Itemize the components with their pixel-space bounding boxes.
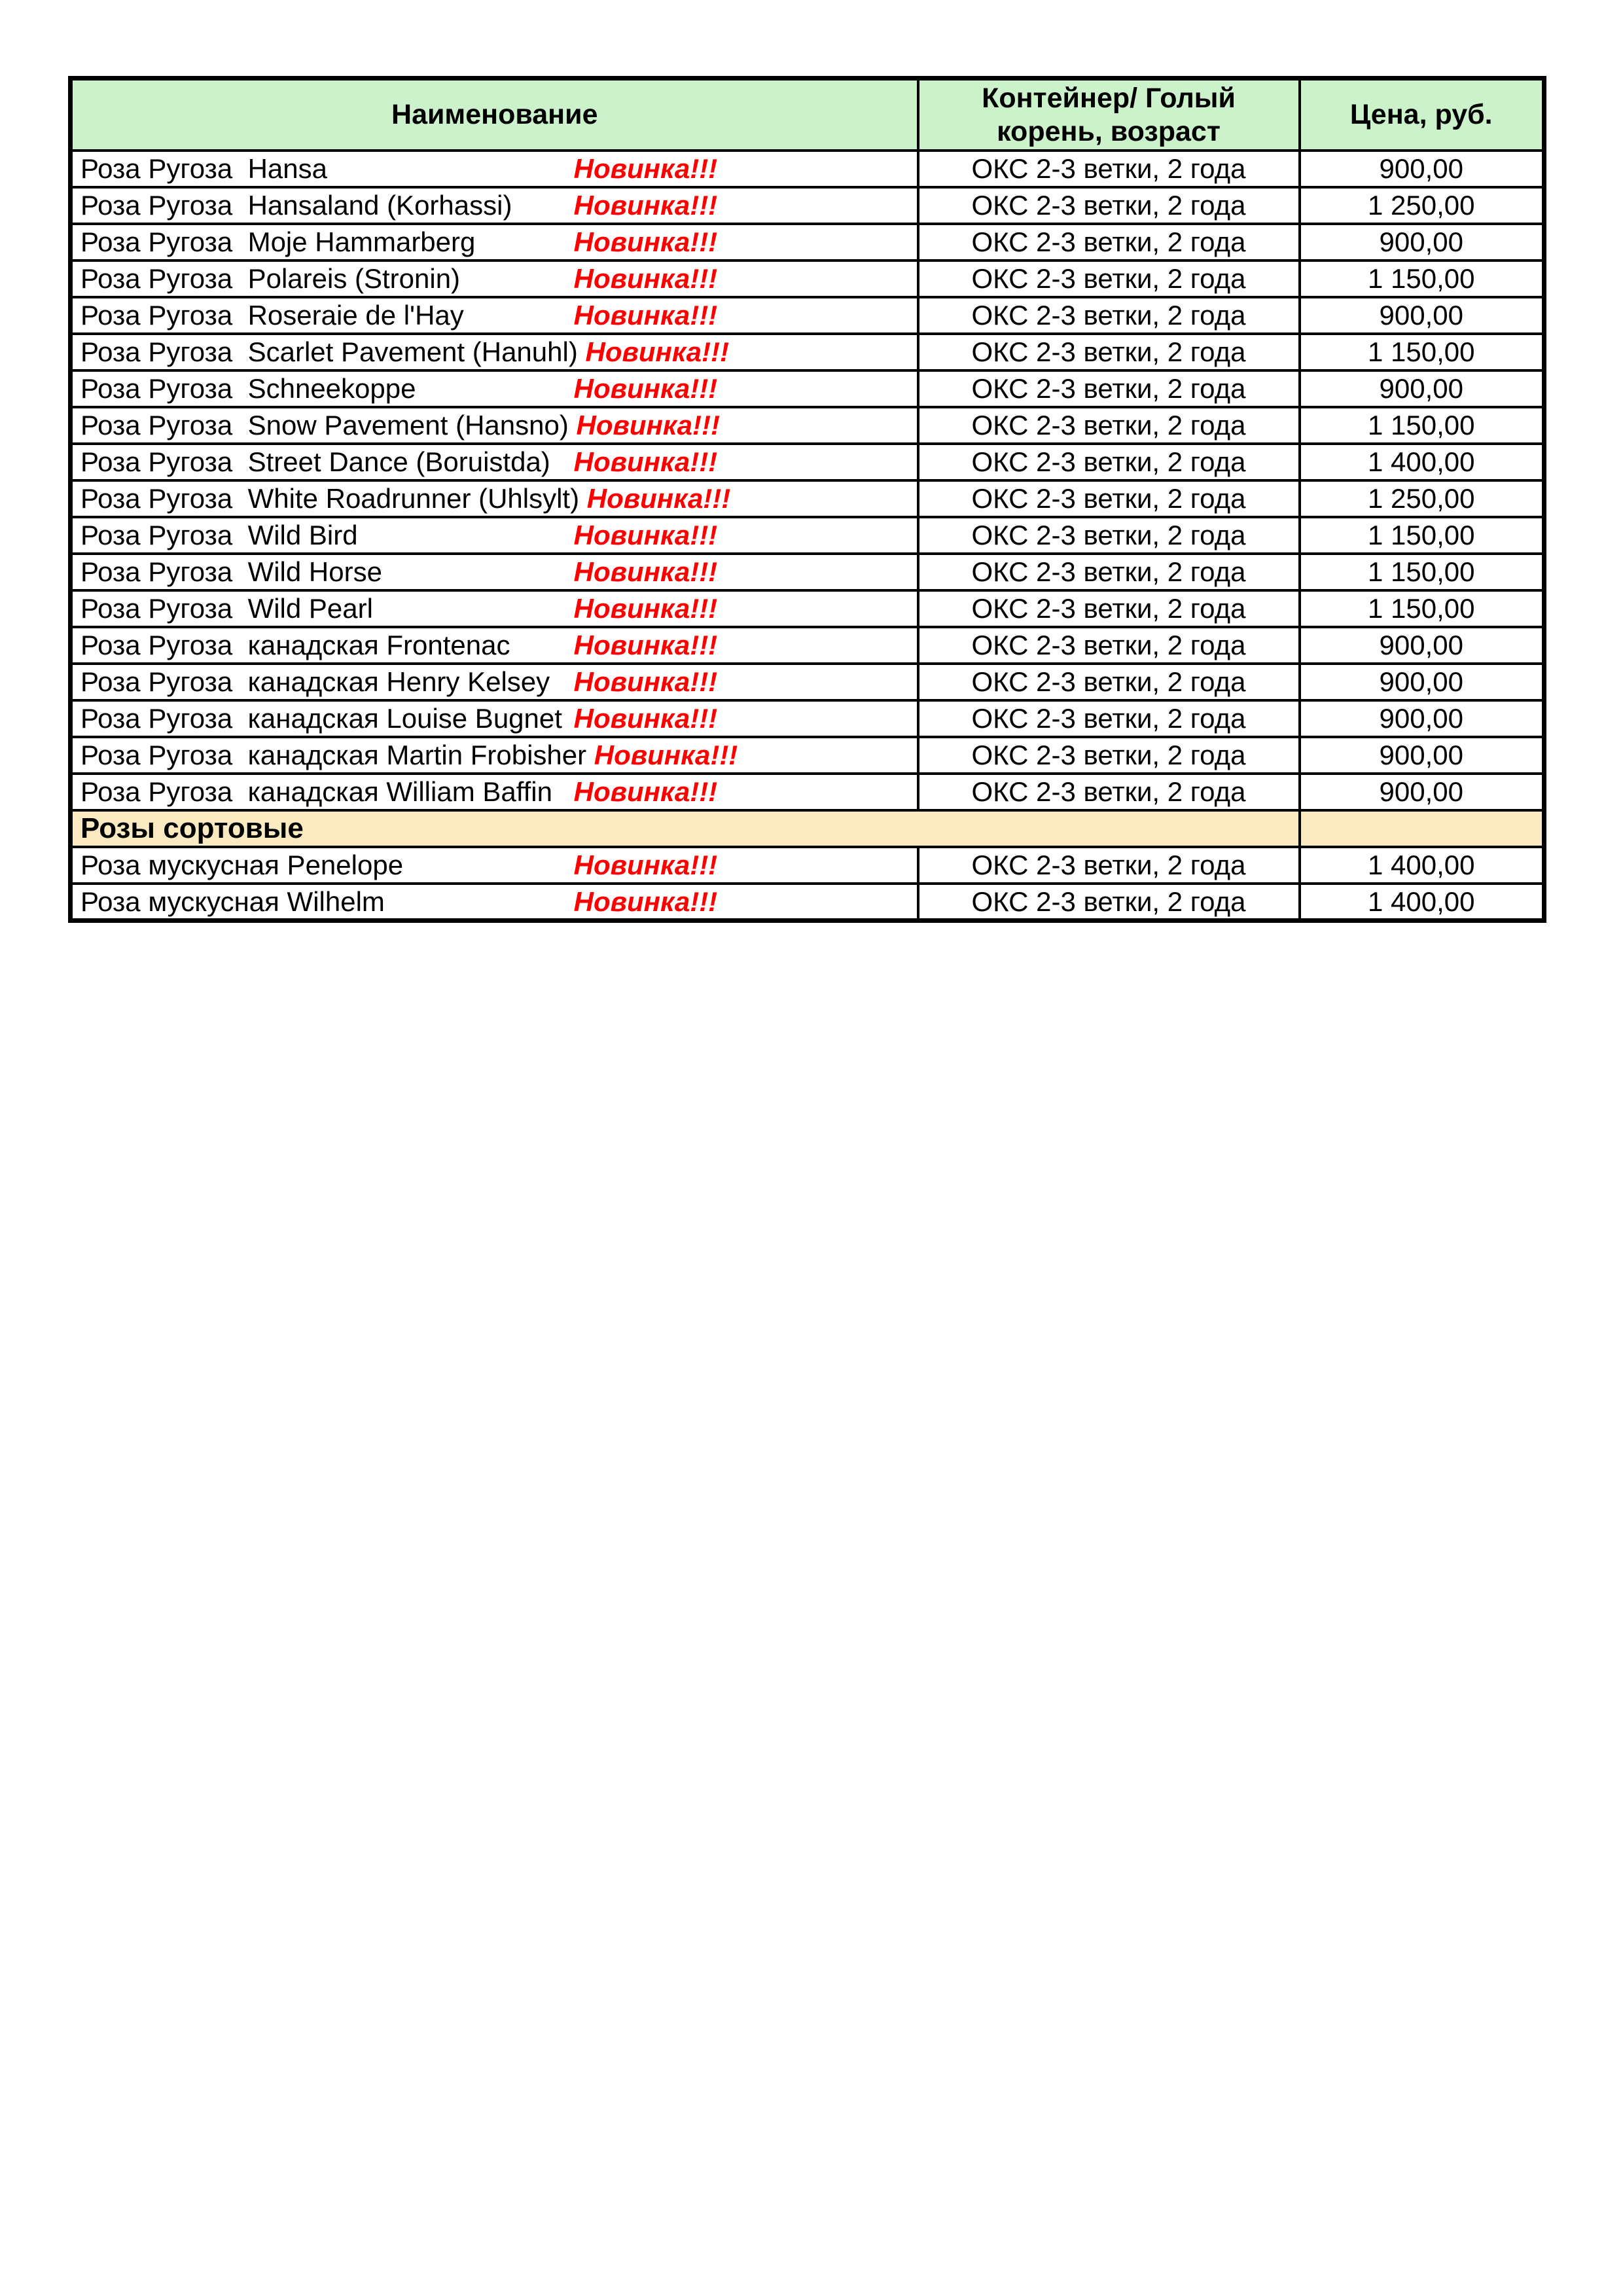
container-value: ОКС 2-3 ветки, 2 года bbox=[971, 336, 1246, 368]
plant-name: Роза Ругоза канадская Martin Frobisher bbox=[80, 740, 587, 771]
name-cell bbox=[71, 590, 918, 627]
table-row bbox=[71, 590, 1544, 627]
container-cell bbox=[918, 260, 1300, 297]
plant-name: Роза Ругоза канадская Henry Kelsey bbox=[80, 666, 550, 698]
container-value: ОКС 2-3 ветки, 2 года bbox=[971, 373, 1246, 404]
price-cell bbox=[1300, 407, 1544, 444]
header-row bbox=[71, 79, 1544, 151]
container-cell bbox=[918, 407, 1300, 444]
container-value: ОКС 2-3 ветки, 2 года bbox=[971, 226, 1246, 258]
container-value: ОКС 2-3 ветки, 2 года bbox=[971, 740, 1246, 771]
table-row bbox=[71, 297, 1544, 334]
price-value: 1 150,00 bbox=[1368, 556, 1475, 588]
plant-name: Роза Ругоза Hansa bbox=[80, 153, 327, 185]
container-value: ОКС 2-3 ветки, 2 года bbox=[971, 556, 1246, 588]
container-value: ОКС 2-3 ветки, 2 года bbox=[971, 263, 1246, 295]
novelty-badge: Новинка!!! bbox=[573, 153, 718, 185]
novelty-badge: Новинка!!! bbox=[594, 740, 738, 771]
plant-name: Роза Ругоза Schneekoppe bbox=[80, 373, 416, 404]
price-value: 1 400,00 bbox=[1368, 446, 1475, 478]
table-row bbox=[71, 151, 1544, 187]
novelty-badge: Новинка!!! bbox=[573, 850, 718, 881]
name-cell bbox=[71, 884, 918, 920]
price-cell bbox=[1300, 627, 1544, 664]
price-cell bbox=[1300, 884, 1544, 920]
plant-name: Роза Ругоза Moje Hammarberg bbox=[80, 226, 476, 258]
plant-name: Роза Ругоза Snow Pavement (Hansno) bbox=[80, 410, 569, 441]
plant-name: Роза Ругоза Wild Bird bbox=[80, 520, 358, 551]
container-value: ОКС 2-3 ветки, 2 года bbox=[971, 593, 1246, 624]
container-cell bbox=[918, 187, 1300, 224]
table-row bbox=[71, 700, 1544, 737]
container-value: ОКС 2-3 ветки, 2 года bbox=[971, 630, 1246, 661]
table-row bbox=[71, 664, 1544, 700]
container-value: ОКС 2-3 ветки, 2 года bbox=[971, 703, 1246, 734]
price-cell bbox=[1300, 517, 1544, 554]
name-cell bbox=[71, 774, 918, 810]
name-cell bbox=[71, 407, 918, 444]
container-cell bbox=[918, 444, 1300, 480]
price-value: 1 150,00 bbox=[1368, 263, 1475, 295]
plant-name: Роза Ругоза Street Dance (Boruistda) bbox=[80, 446, 550, 478]
price-value: 1 150,00 bbox=[1368, 593, 1475, 624]
container-cell bbox=[918, 554, 1300, 590]
price-value: 900,00 bbox=[1379, 153, 1463, 185]
table-row bbox=[71, 187, 1544, 224]
container-value: ОКС 2-3 ветки, 2 года bbox=[971, 410, 1246, 441]
table-row bbox=[71, 774, 1544, 810]
name-cell bbox=[71, 187, 918, 224]
price-cell bbox=[1300, 664, 1544, 700]
container-value: ОКС 2-3 ветки, 2 года bbox=[971, 776, 1246, 808]
novelty-badge: Новинка!!! bbox=[586, 483, 731, 514]
column-header-name: Наименование bbox=[71, 79, 918, 151]
container-cell bbox=[918, 517, 1300, 554]
novelty-badge: Новинка!!! bbox=[573, 630, 718, 661]
price-cell bbox=[1300, 590, 1544, 627]
novelty-badge: Новинка!!! bbox=[573, 556, 718, 588]
name-cell bbox=[71, 737, 918, 774]
plant-name: Роза Ругоза канадская William Baffin bbox=[80, 776, 552, 808]
price-value: 900,00 bbox=[1379, 630, 1463, 661]
novelty-badge: Новинка!!! bbox=[573, 666, 718, 698]
plant-name: Роза мускусная Wilhelm bbox=[80, 886, 385, 917]
novelty-badge: Новинка!!! bbox=[573, 776, 718, 808]
table-row bbox=[71, 370, 1544, 407]
novelty-badge: Новинка!!! bbox=[573, 300, 718, 331]
name-cell bbox=[71, 224, 918, 260]
price-value: 900,00 bbox=[1379, 666, 1463, 698]
price-cell bbox=[1300, 847, 1544, 884]
section-label-cell bbox=[71, 810, 1300, 847]
container-value: ОКС 2-3 ветки, 2 года bbox=[971, 190, 1246, 221]
container-cell bbox=[918, 884, 1300, 920]
novelty-badge: Новинка!!! bbox=[573, 226, 718, 258]
price-cell bbox=[1300, 187, 1544, 224]
table-row bbox=[71, 334, 1544, 370]
price-value: 900,00 bbox=[1379, 373, 1463, 404]
price-cell bbox=[1300, 151, 1544, 187]
price-value: 900,00 bbox=[1379, 776, 1463, 808]
price-value: 900,00 bbox=[1379, 703, 1463, 734]
container-value: ОКС 2-3 ветки, 2 года bbox=[971, 300, 1246, 331]
plant-name: Роза Ругоза канадская Louise Bugnet bbox=[80, 703, 562, 734]
section-price-cell bbox=[1300, 810, 1544, 847]
table-row bbox=[71, 224, 1544, 260]
name-cell bbox=[71, 554, 918, 590]
novelty-badge: Новинка!!! bbox=[573, 263, 718, 295]
name-cell bbox=[71, 297, 918, 334]
novelty-badge: Новинка!!! bbox=[573, 373, 718, 404]
table-row bbox=[71, 737, 1544, 774]
price-value: 900,00 bbox=[1379, 226, 1463, 258]
table-row bbox=[71, 480, 1544, 517]
price-value: 1 150,00 bbox=[1368, 336, 1475, 368]
name-cell bbox=[71, 664, 918, 700]
table-row bbox=[71, 627, 1544, 664]
container-value: ОКС 2-3 ветки, 2 года bbox=[971, 446, 1246, 478]
column-header-price: Цена, руб. bbox=[1300, 79, 1544, 151]
container-cell bbox=[918, 737, 1300, 774]
container-value: ОКС 2-3 ветки, 2 года bbox=[971, 483, 1246, 514]
price-cell bbox=[1300, 554, 1544, 590]
table-row bbox=[71, 444, 1544, 480]
container-cell bbox=[918, 151, 1300, 187]
container-cell bbox=[918, 700, 1300, 737]
plant-name: Роза Ругоза White Roadrunner (Uhlsylt) bbox=[80, 483, 580, 514]
container-cell bbox=[918, 664, 1300, 700]
plant-name: Роза Ругоза Scarlet Pavement (Hanuhl) bbox=[80, 336, 578, 368]
container-cell bbox=[918, 774, 1300, 810]
price-value: 1 400,00 bbox=[1368, 886, 1475, 917]
price-value: 900,00 bbox=[1379, 740, 1463, 771]
name-cell bbox=[71, 517, 918, 554]
container-cell bbox=[918, 297, 1300, 334]
price-cell bbox=[1300, 700, 1544, 737]
novelty-badge: Новинка!!! bbox=[576, 410, 720, 441]
plant-name: Роза Ругоза Wild Horse bbox=[80, 556, 382, 588]
plant-name: Роза Ругоза Roseraie de l'Hay bbox=[80, 300, 464, 331]
container-cell bbox=[918, 627, 1300, 664]
container-cell bbox=[918, 590, 1300, 627]
price-value: 1 400,00 bbox=[1368, 850, 1475, 881]
container-cell bbox=[918, 224, 1300, 260]
novelty-badge: Новинка!!! bbox=[573, 703, 718, 734]
container-cell bbox=[918, 847, 1300, 884]
name-cell bbox=[71, 260, 918, 297]
container-value: ОКС 2-3 ветки, 2 года bbox=[971, 153, 1246, 185]
novelty-badge: Новинка!!! bbox=[573, 190, 718, 221]
price-value: 1 150,00 bbox=[1368, 410, 1475, 441]
novelty-badge: Новинка!!! bbox=[573, 886, 718, 917]
name-cell bbox=[71, 444, 918, 480]
price-cell bbox=[1300, 224, 1544, 260]
name-cell bbox=[71, 627, 918, 664]
table-row bbox=[71, 847, 1544, 884]
name-cell bbox=[71, 334, 918, 370]
table-header bbox=[71, 79, 1544, 151]
container-value: ОКС 2-3 ветки, 2 года bbox=[971, 850, 1246, 881]
name-cell bbox=[71, 370, 918, 407]
table-row bbox=[71, 517, 1544, 554]
section-label: Розы сортовые bbox=[80, 812, 304, 845]
novelty-badge: Новинка!!! bbox=[573, 520, 718, 551]
price-value: 900,00 bbox=[1379, 300, 1463, 331]
table-row bbox=[71, 554, 1544, 590]
container-value: ОКС 2-3 ветки, 2 года bbox=[971, 520, 1246, 551]
plant-name: Роза мускусная Penelope bbox=[80, 850, 404, 881]
price-cell bbox=[1300, 260, 1544, 297]
container-cell bbox=[918, 334, 1300, 370]
price-cell bbox=[1300, 774, 1544, 810]
table-row bbox=[71, 260, 1544, 297]
name-cell bbox=[71, 700, 918, 737]
container-value: ОКС 2-3 ветки, 2 года bbox=[971, 886, 1246, 917]
price-value: 1 150,00 bbox=[1368, 520, 1475, 551]
price-cell bbox=[1300, 370, 1544, 407]
novelty-badge: Новинка!!! bbox=[585, 336, 729, 368]
container-cell bbox=[918, 480, 1300, 517]
table-body bbox=[71, 151, 1544, 920]
price-cell bbox=[1300, 297, 1544, 334]
column-header-container: Контейнер/ Голый корень, возраст bbox=[918, 79, 1300, 151]
price-cell bbox=[1300, 737, 1544, 774]
name-cell bbox=[71, 847, 918, 884]
price-cell bbox=[1300, 480, 1544, 517]
plant-name: Роза Ругоза Hansaland (Korhassi) bbox=[80, 190, 512, 221]
plant-name: Роза Ругоза канадская Frontenac bbox=[80, 630, 510, 661]
price-value: 1 250,00 bbox=[1368, 483, 1475, 514]
table-row bbox=[71, 884, 1544, 920]
price-table bbox=[68, 76, 1546, 923]
price-cell bbox=[1300, 334, 1544, 370]
name-cell bbox=[71, 151, 918, 187]
price-value: 1 250,00 bbox=[1368, 190, 1475, 221]
novelty-badge: Новинка!!! bbox=[573, 593, 718, 624]
plant-name: Роза Ругоза Polareis (Stronin) bbox=[80, 263, 461, 295]
novelty-badge: Новинка!!! bbox=[573, 446, 718, 478]
table-row bbox=[71, 407, 1544, 444]
container-cell bbox=[918, 370, 1300, 407]
container-value: ОКС 2-3 ветки, 2 года bbox=[971, 666, 1246, 698]
plant-name: Роза Ругоза Wild Pearl bbox=[80, 593, 373, 624]
name-cell bbox=[71, 480, 918, 517]
price-cell bbox=[1300, 444, 1544, 480]
section-row bbox=[71, 810, 1544, 847]
